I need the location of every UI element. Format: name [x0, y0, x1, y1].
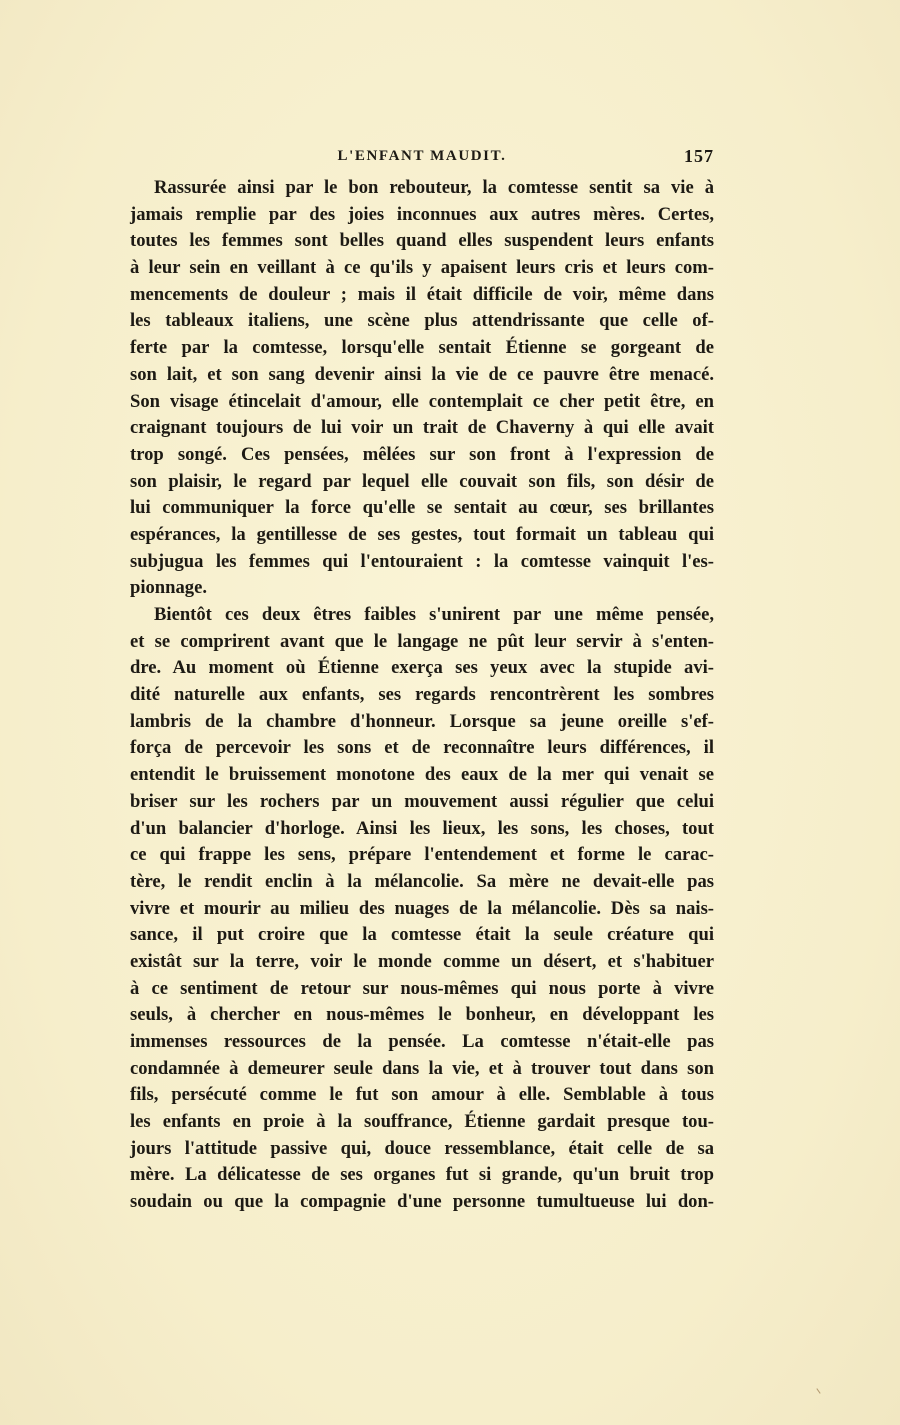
text-line: fils, persécuté comme le fut son amour à elle. Semblable à tous [130, 1084, 714, 1106]
text-line: Bientôt ces deux êtres faibles s'unirent par une même pensée, [154, 604, 714, 625]
text-line: entendit le bruissement monotone des eaux de la mer qui venait se [130, 764, 714, 786]
text-line: trop songé. Ces pensées, mêlées sur son front à l'expression de [130, 443, 714, 465]
text-line: Rassurée ainsi par le bon rebouteur, la comtesse sentit sa vie à [154, 177, 714, 198]
running-head [130, 144, 714, 170]
scan-mark [816, 1388, 820, 1393]
text-line: dité naturelle aux enfants, ses regards rencontrèrent les sombres [130, 684, 714, 706]
text-line: les enfants en proie à la souffrance, Étienne gardait presque tou- [130, 1111, 714, 1133]
text-line: à ce sentiment de retour sur nous-mêmes qui nous porte à vivre [130, 977, 714, 999]
text-line: ce qui frappe les sens, prépare l'entendement et forme le carac- [130, 844, 714, 866]
text-line: toutes les femmes sont belles quand elles suspendent leurs enfants [130, 230, 714, 252]
text-line: existât sur la terre, voir le monde comme un désert, et s'habituer [130, 950, 714, 972]
text-line: jamais remplie par des joies inconnues aux autres mères. Certes, [130, 203, 714, 225]
text-line: vivre et mourir au milieu des nuages de la mélancolie. Dès sa nais- [130, 897, 714, 919]
text-line: dre. Au moment où Étienne exerça ses yeux avec la stupide avi- [130, 657, 714, 679]
page-number: 157 [684, 146, 714, 166]
text-line: mencements de douleur ; mais il était difficile de voir, même dans [130, 283, 714, 305]
text-line: condamnée à demeurer seule dans la vie, et à trouver tout dans son [130, 1057, 714, 1079]
running-head-title: L'ENFANT MAUDIT. [337, 148, 507, 164]
text-line: à leur sein en veillant à ce qu'ils y apaisent leurs cris et leurs com- [130, 257, 714, 279]
text-line: seuls, à chercher en nous-mêmes le bonheur, en développant les [130, 1004, 714, 1026]
text-line: Son visage étincelait d'amour, elle contemplait ce cher petit être, en [130, 390, 714, 412]
text-line: ferte par la comtesse, lorsqu'elle sentait Étienne se gorgeant de [130, 337, 714, 359]
text-line: d'un balancier d'horloge. Ainsi les lieux, les sons, les choses, tout [130, 817, 714, 839]
text-line: lambris de la chambre d'honneur. Lorsque sa jeune oreille s'ef- [130, 710, 714, 732]
body-text [130, 175, 714, 1216]
text-line: briser sur les rochers par un mouvement aussi régulier que celui [130, 790, 714, 812]
text-line: subjugua les femmes qui l'entouraient : la comtesse vainquit l'es- [130, 550, 714, 572]
text-line: craignant toujours de lui voir un trait de Chaverny à qui elle avait [130, 417, 714, 439]
paragraph [130, 602, 714, 1216]
text-line: et se comprirent avant que le langage ne pût leur servir à s'enten- [130, 630, 714, 652]
text-line: lui communiquer la force qu'elle se sentait au cœur, ses brillantes [130, 497, 714, 519]
text-line: immenses ressources de la pensée. La comtesse n'était-elle pas [130, 1031, 714, 1052]
text-line: jours l'attitude passive qui, douce ressemblance, était celle de sa [130, 1137, 714, 1159]
text-line: força de percevoir les sons et de reconnaître leurs différences, il [130, 737, 714, 759]
text-line: les tableaux italiens, une scène plus attendrissante que celle of- [130, 310, 714, 332]
text-line: sance, il put croire que la comtesse était la seule créature qui [130, 924, 714, 946]
text-line: tère, le rendit enclin à la mélancolie. Sa mère ne devait-elle pas [130, 870, 714, 892]
text-line: espérances, la gentillesse de ses gestes, tout formait un tableau qui [130, 523, 714, 545]
paragraph [130, 175, 714, 602]
text-line: mère. La délicatesse de ses organes fut si grande, qu'un bruit trop [130, 1164, 714, 1186]
text-line: son lait, et son sang devenir ainsi la vie de ce pauvre être menacé. [130, 363, 714, 385]
text-line: son plaisir, le regard par lequel elle couvait son fils, son désir de [130, 470, 714, 492]
text-line: pionnage. [130, 577, 207, 599]
text-line: soudain ou que la compagnie d'une personne tumultueuse lui don- [130, 1191, 714, 1213]
